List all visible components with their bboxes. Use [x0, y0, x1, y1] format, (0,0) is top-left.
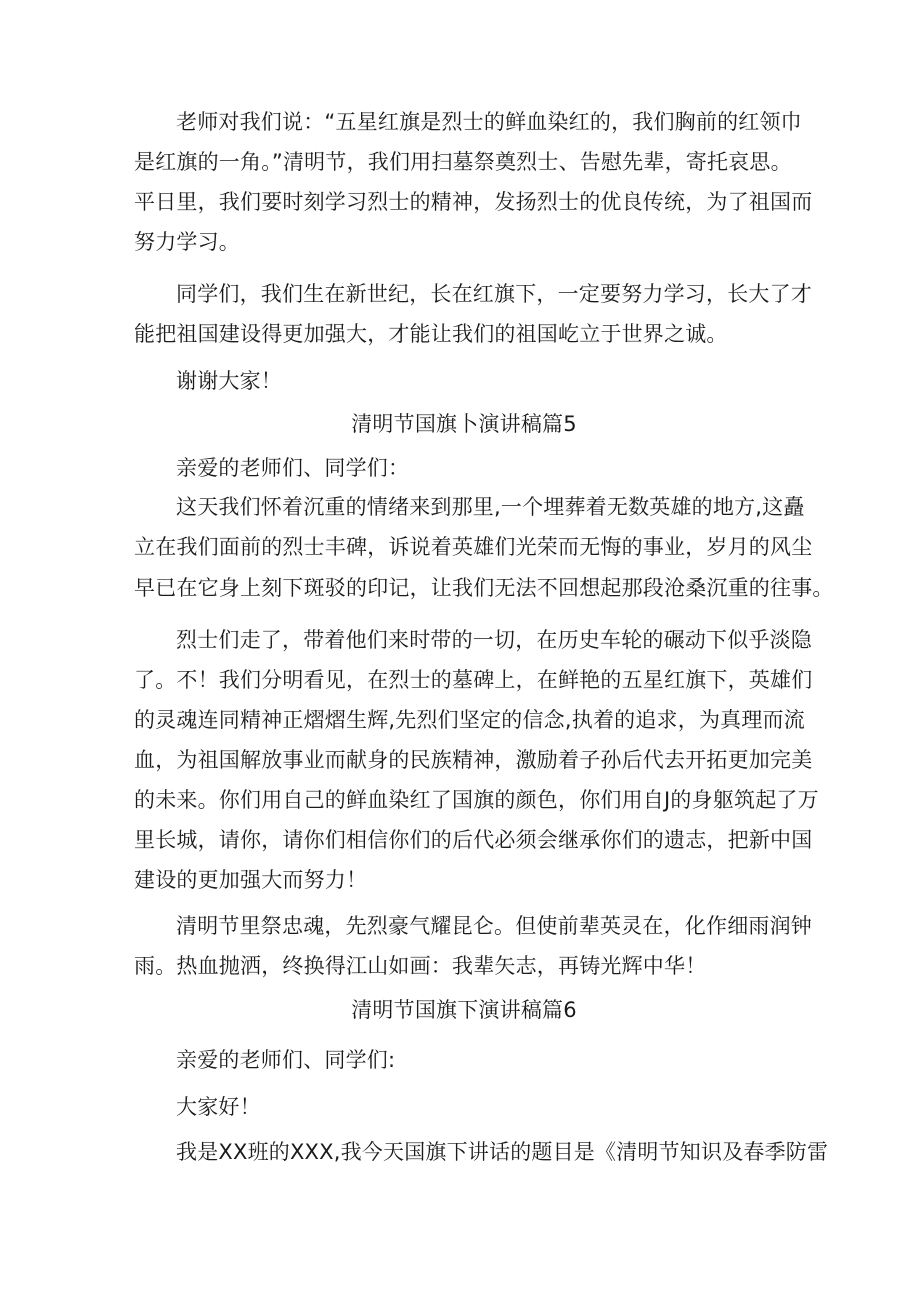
paragraph-line: 努力学习。 — [134, 230, 240, 254]
salutation: 亲爱的老师们、同学们: — [176, 1048, 396, 1072]
paragraph-line: 了。不！我们分明看见，在烈士的墓碑上，在鲜艳的五星红旗下，英雄们 — [134, 668, 813, 692]
paragraph-line: 谢谢大家！ — [176, 369, 282, 393]
greeting: 大家好！ — [176, 1095, 261, 1119]
paragraph-line: 是红旗的一角。”清明节，我们用扫墓祭奠烈士、告慰先辈，寄托哀思。 — [134, 150, 792, 174]
section-heading: 清明节国旗卜演讲稿篇5 — [351, 412, 577, 436]
paragraph-line: 能把祖国建设得更加强大，才能让我们的祖国屹立于世界之诚。 — [134, 322, 728, 346]
paragraph-line: 雨。热血抛洒，终换得江山如画：我辈矢志，再铸光辉中华！ — [134, 954, 707, 978]
paragraph-line: 平日里，我们要时刻学习烈士的精神，发扬烈士的优良传统，为了祖国而 — [134, 190, 813, 214]
paragraph-line: 老师对我们说：“五星红旗是烈士的鲜血染红的，我们胸前的红领巾 — [176, 110, 802, 134]
paragraph-line: 立在我们面前的烈士丰碑，诉说着英雄们光荣而无悔的事业，岁月的风尘 — [134, 535, 813, 559]
paragraph-line: 我是XX班的XXX,我今天国旗下讲话的题目是《清明节知识及春季防雷 — [176, 1140, 829, 1164]
paragraph-line: 的灵魂连同精神正熠熠生辉,先烈们坚定的信念,执着的追求，为真理而流 — [134, 708, 805, 732]
section-heading: 清明节国旗下演讲稿篇6 — [351, 998, 577, 1022]
paragraph-line: 血，为祖国解放事业而献身的民族精神，激励着子孙后代去开拓更加完美 — [134, 748, 813, 772]
paragraph-line: 建设的更加强大而努力！ — [134, 868, 368, 892]
paragraph-line: 早已在它身上刻下斑驳的印记，让我们无法不回想起那段沧桑沉重的往事。 — [134, 576, 834, 600]
paragraph-line: 这天我们怀着沉重的情绪来到那里,一个埋葬着无数英雄的地方,这矗 — [176, 495, 805, 519]
salutation: 亲爱的老师们、同学们： — [176, 456, 410, 480]
paragraph-line: 里长城，请你，请你们相信你们的后代必须会继承你们的遗志，把新中国 — [134, 828, 813, 852]
paragraph-line: 清明节里祭忠魂，先烈豪气耀昆仑。但使前辈英灵在，化作细雨润钟 — [176, 914, 812, 938]
paragraph-line: 烈士们走了，带着他们来时带的一切，在历史车轮的碾动下似乎淡隐 — [176, 628, 812, 652]
paragraph-line: 的未来。你们用自己的鲜血染红了国旗的颜色，你们用自J的身躯筑起了万 — [134, 788, 819, 812]
paragraph-line: 同学们，我们生在新世纪，长在红旗下，一定要努力学习，长大了才 — [176, 282, 812, 306]
